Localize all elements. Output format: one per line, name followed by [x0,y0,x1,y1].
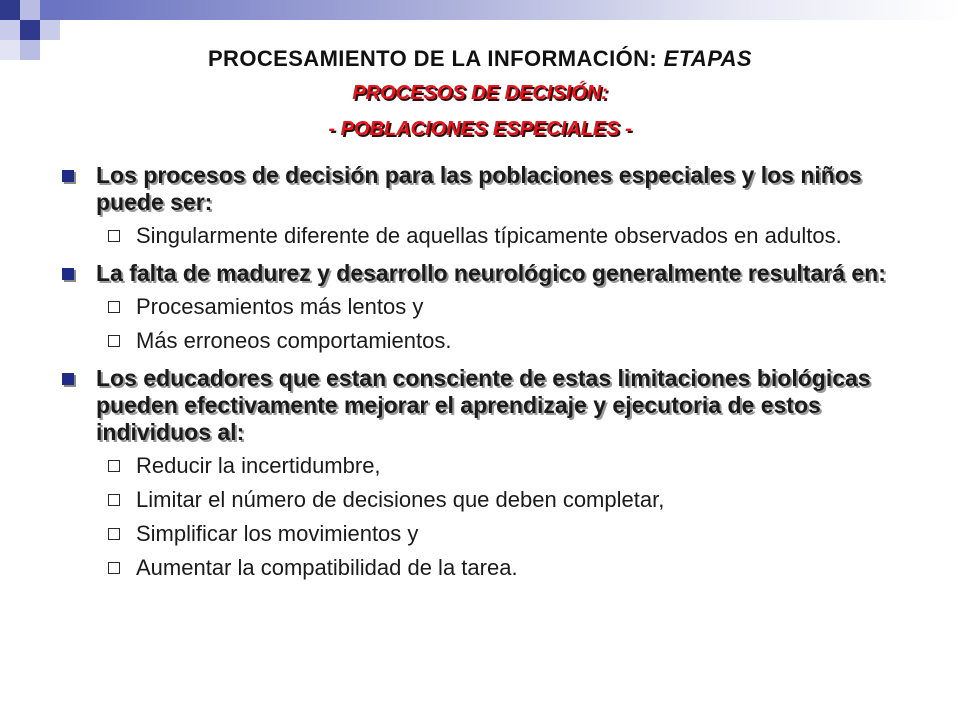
sub-bullet [60,554,900,582]
sub-bullet [60,520,900,548]
sub-bullet-text: Procesamientos más lentos y [136,294,424,319]
bullet-heading [60,260,900,287]
hollow-square-icon [108,528,120,540]
hollow-square-icon [108,562,120,574]
bullet-heading-text: La falta de madurez y desarrollo neurológico generalmente resultará en: [96,260,886,286]
hollow-square-icon [108,460,120,472]
sub-bullet [60,486,900,514]
sub-bullet [60,452,900,480]
bullet-heading-text: Los educadores que estan consciente de estas limitaciones biológicas pueden efectivamente mejorar el aprendizaje y ejecutoria de estos individuos al: [96,365,871,445]
slide-title-main: PROCESAMIENTO DE LA INFORMACIÓN: [207,46,658,71]
hollow-square-icon [108,230,120,242]
top-gradient-bar [60,0,960,20]
sub-bullet [60,293,900,321]
sub-bullet [60,327,900,355]
sub-bullet-text: Reducir la incertidumbre, [136,453,381,478]
hollow-square-icon [108,301,120,313]
bullet-list [60,162,900,582]
sub-bullet [60,222,900,250]
corner-square [40,20,60,40]
sub-bullet-text: Más erroneos comportamientos. [136,328,452,353]
hollow-square-icon [108,494,120,506]
corner-square [40,0,60,20]
hollow-square-icon [108,335,120,347]
bullet-heading-text: Los procesos de decisión para las poblaciones especiales y los niños puede ser: [96,162,862,215]
corner-square [20,0,40,20]
sub-bullet-text: Simplificar los movimientos y [136,521,419,546]
bullet-heading [60,162,900,216]
subtitle-line-2: - POBLACIONES ESPECIALES - [328,118,632,140]
sub-bullet-text: Aumentar la compatibilidad de la tarea. [136,555,518,580]
slide-title [0,46,960,72]
square-bullet-icon [62,268,74,280]
slide-title-italic: ETAPAS [663,46,753,71]
corner-square [0,20,20,40]
corner-square [0,0,20,20]
sub-bullet-text: Singularmente diferente de aquellas típicamente observados en adultos. [136,223,842,248]
square-bullet-icon [62,373,74,385]
square-bullet-icon [62,170,74,182]
corner-square [20,20,40,40]
subtitle-line-1: PROCESOS DE DECISIÓN: [352,82,608,104]
sub-bullet-text: Limitar el número de decisiones que deben completar, [136,487,665,512]
bullet-heading [60,365,900,446]
